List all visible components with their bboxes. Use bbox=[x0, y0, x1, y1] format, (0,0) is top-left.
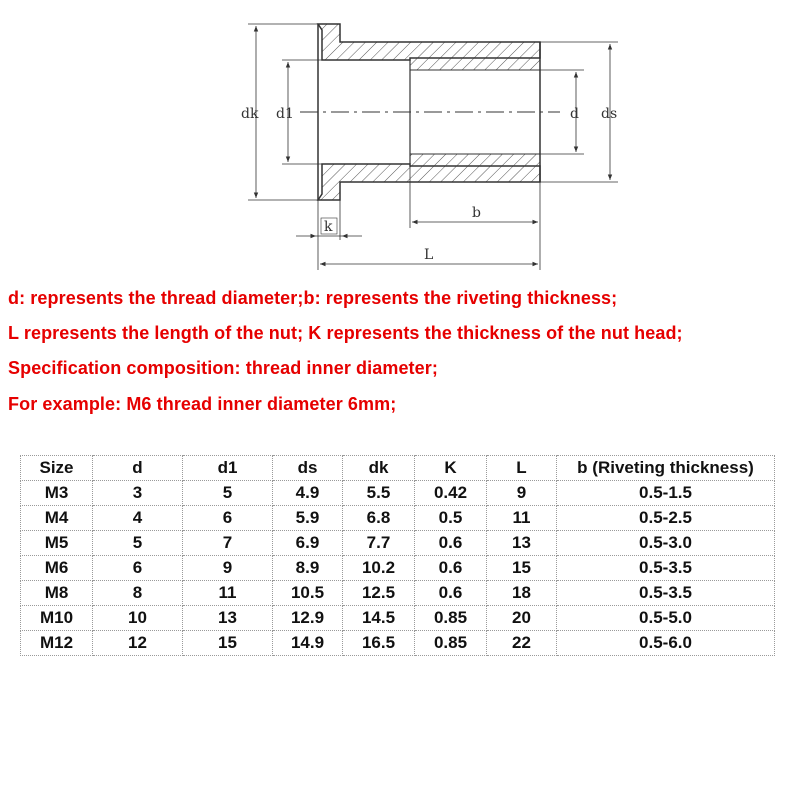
table-cell: 5 bbox=[93, 531, 183, 556]
table-cell: M12 bbox=[21, 631, 93, 656]
table-row bbox=[21, 531, 775, 556]
table-cell: 0.6 bbox=[415, 531, 487, 556]
table-cell: 0.6 bbox=[415, 556, 487, 581]
label-d: d bbox=[570, 106, 579, 122]
table-row bbox=[21, 506, 775, 531]
table-cell: 13 bbox=[487, 531, 557, 556]
label-ds: ds bbox=[601, 106, 618, 122]
description-line-1: d: represents the thread diameter;b: represents the riveting thickness; bbox=[8, 288, 618, 308]
table-cell: 10.5 bbox=[273, 581, 343, 606]
table-cell: 7 bbox=[183, 531, 273, 556]
table-cell: 10 bbox=[93, 606, 183, 631]
header-b: b (Riveting thickness) bbox=[557, 456, 775, 481]
header-l: L bbox=[487, 456, 557, 481]
description-line-3: Specification composition: thread inner diameter; bbox=[8, 358, 438, 378]
table-cell: 3 bbox=[93, 481, 183, 506]
table-cell: 0.5-6.0 bbox=[557, 631, 775, 656]
label-L: L bbox=[424, 247, 434, 263]
table-cell: 18 bbox=[487, 581, 557, 606]
table-cell: 8.9 bbox=[273, 556, 343, 581]
table-cell: 5 bbox=[183, 481, 273, 506]
table-cell: 0.6 bbox=[415, 581, 487, 606]
table-row bbox=[21, 631, 775, 656]
rivet-nut-diagram bbox=[0, 0, 800, 280]
description-line-4: For example: M6 thread inner diameter 6mm; bbox=[8, 394, 397, 414]
table-cell: 6.9 bbox=[273, 531, 343, 556]
table-cell: 0.85 bbox=[415, 606, 487, 631]
table-cell: 14.5 bbox=[343, 606, 415, 631]
table-cell: 12.5 bbox=[343, 581, 415, 606]
table-cell: 11 bbox=[487, 506, 557, 531]
header-d1: d1 bbox=[183, 456, 273, 481]
table-cell: 11 bbox=[183, 581, 273, 606]
table-cell: 14.9 bbox=[273, 631, 343, 656]
table-row bbox=[21, 556, 775, 581]
table-cell: 13 bbox=[183, 606, 273, 631]
table-cell: 7.7 bbox=[343, 531, 415, 556]
table-cell: 0.85 bbox=[415, 631, 487, 656]
table-cell: 4.9 bbox=[273, 481, 343, 506]
table-cell: 0.5-3.5 bbox=[557, 581, 775, 606]
table-cell: 9 bbox=[183, 556, 273, 581]
table-cell: M8 bbox=[21, 581, 93, 606]
spec-table bbox=[20, 455, 775, 656]
table-cell: 8 bbox=[93, 581, 183, 606]
label-k: k bbox=[324, 219, 333, 235]
description-line-2: L represents the length of the nut; K represents the thickness of the nut head; bbox=[8, 323, 683, 343]
table-cell: 6.8 bbox=[343, 506, 415, 531]
table-cell: 10.2 bbox=[343, 556, 415, 581]
header-ds: ds bbox=[273, 456, 343, 481]
table-cell: 0.5-3.5 bbox=[557, 556, 775, 581]
thread-top bbox=[410, 58, 540, 70]
header-size: Size bbox=[21, 456, 93, 481]
table-cell: 0.5 bbox=[415, 506, 487, 531]
table-cell: M4 bbox=[21, 506, 93, 531]
table-cell: 12 bbox=[93, 631, 183, 656]
table-row bbox=[21, 481, 775, 506]
table-cell: 0.5-1.5 bbox=[557, 481, 775, 506]
table-cell: M5 bbox=[21, 531, 93, 556]
table-cell: 16.5 bbox=[343, 631, 415, 656]
table-cell: 15 bbox=[487, 556, 557, 581]
table-cell: 12.9 bbox=[273, 606, 343, 631]
table-cell: 0.5-3.0 bbox=[557, 531, 775, 556]
table-row bbox=[21, 606, 775, 631]
table-cell: 5.9 bbox=[273, 506, 343, 531]
label-d1: d1 bbox=[276, 106, 294, 122]
table-cell: 0.5-5.0 bbox=[557, 606, 775, 631]
table-cell: M10 bbox=[21, 606, 93, 631]
header-dk: dk bbox=[343, 456, 415, 481]
table-cell: 0.5-2.5 bbox=[557, 506, 775, 531]
table-cell: M6 bbox=[21, 556, 93, 581]
table-cell: 9 bbox=[487, 481, 557, 506]
header-d: d bbox=[93, 456, 183, 481]
table-cell: 0.42 bbox=[415, 481, 487, 506]
table-cell: M3 bbox=[21, 481, 93, 506]
thread-bottom bbox=[410, 154, 540, 166]
table-cell: 22 bbox=[487, 631, 557, 656]
label-dk: dk bbox=[241, 106, 259, 122]
header-k: K bbox=[415, 456, 487, 481]
table-cell: 4 bbox=[93, 506, 183, 531]
table-cell: 20 bbox=[487, 606, 557, 631]
label-b: b bbox=[472, 205, 481, 221]
table-cell: 5.5 bbox=[343, 481, 415, 506]
nut-bottom-section bbox=[318, 164, 540, 200]
table-cell: 6 bbox=[183, 506, 273, 531]
table-cell: 15 bbox=[183, 631, 273, 656]
table-cell: 6 bbox=[93, 556, 183, 581]
nut-top-section bbox=[318, 24, 540, 60]
table-row bbox=[21, 581, 775, 606]
table-header-row bbox=[21, 456, 775, 481]
